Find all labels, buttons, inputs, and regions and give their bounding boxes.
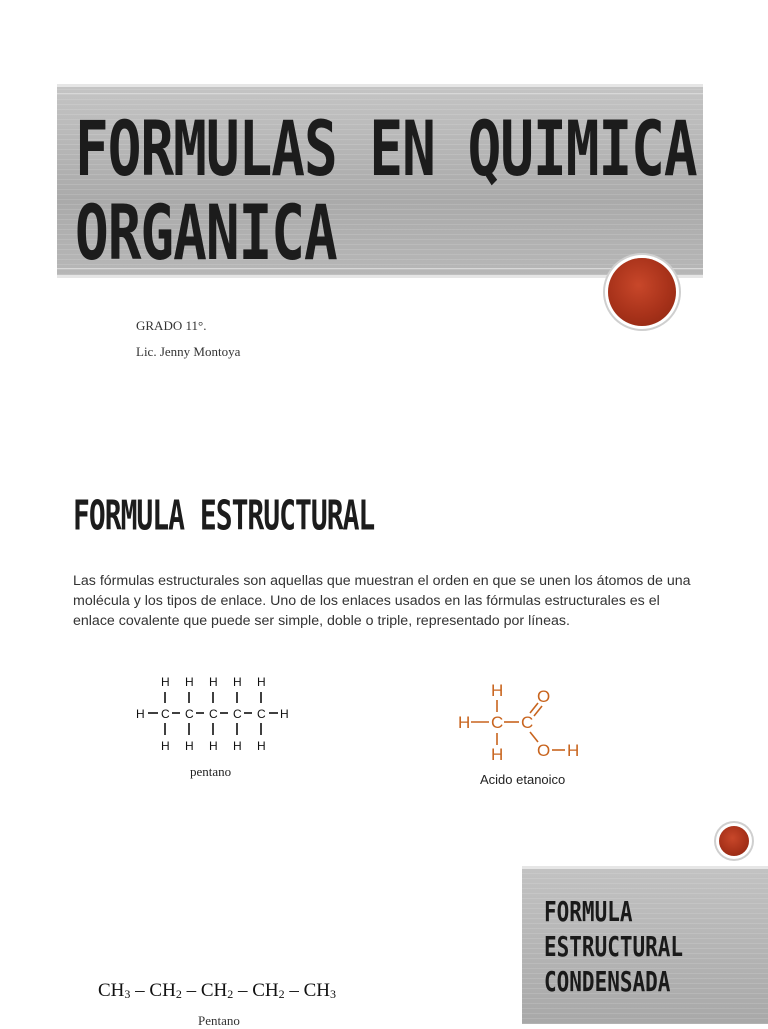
condensed-formula-label: Pentano (198, 1013, 240, 1028)
atom-h-bottom: H (185, 739, 194, 753)
atom-h-top: H (209, 675, 218, 689)
condensed-title (544, 895, 683, 1000)
condensed-title-box (522, 866, 768, 1024)
atom-c: C (257, 707, 266, 721)
atom-o-hydroxyl: O (537, 741, 551, 760)
atom-o-double: O (537, 687, 551, 706)
title-line-1: FORMULAS EN QUIMICA (75, 106, 697, 195)
acetic-acid-label: Acido etanoico (480, 772, 566, 787)
pentane-structure-diagram (128, 672, 308, 782)
atom-h-bottom: H (161, 739, 170, 753)
atom-h-bottom: H (257, 739, 266, 753)
atom-h-hydroxyl: H (567, 741, 580, 760)
section-heading: FORMULA ESTRUCTURAL (73, 492, 375, 540)
atom-h-top: H (257, 675, 266, 689)
condensed-formula: $CH_3 - CH_2 - CH_2 - CH_2 - CH_3$ (98, 980, 337, 1001)
atom-h-top: H (161, 675, 170, 689)
acetic-acid-structure-diagram (448, 676, 598, 794)
grade-label: GRADO 11°. (136, 318, 207, 333)
atom-h-right: H (280, 707, 289, 721)
atom-h-top: H (233, 675, 242, 689)
atom-c2: C (521, 713, 534, 732)
atom-c: C (209, 707, 218, 721)
pentane-label: pentano (190, 764, 232, 779)
decorative-circle-icon (608, 258, 676, 326)
box-line-1: FORMULA (544, 896, 633, 928)
title-line-2: ORGANICA (75, 190, 337, 278)
atom-c: C (185, 707, 194, 721)
atom-h-bottom: H (209, 739, 218, 753)
box-line-3: CONDENSADA (544, 966, 671, 998)
atom-h-top: H (185, 675, 194, 689)
atom-h-left: H (136, 707, 145, 721)
decorative-circle-icon (719, 826, 749, 856)
atom-h-top: H (491, 681, 504, 700)
slide-title (75, 106, 697, 278)
atom-h-bottom: H (491, 745, 504, 764)
atom-h-bottom: H (233, 739, 242, 753)
author-label: Lic. Jenny Montoya (136, 344, 241, 359)
box-line-2: ESTRUCTURAL (544, 931, 684, 963)
atom-c1: C (491, 713, 504, 732)
atom-c: C (161, 707, 170, 721)
intro-paragraph: Las fórmulas estructurales son aquellas que muestran el orden en que se unen los átomos de una molécula y los tipos de enlace. Uno de los enlaces usados en las fórmulas estructurales es el enlace covalente que puede ser simple, doble o triple, representado por líneas. (73, 573, 691, 629)
title-slide (0, 0, 768, 440)
atom-h-left: H (458, 713, 471, 732)
atom-c: C (233, 707, 242, 721)
title-banner (57, 84, 703, 278)
